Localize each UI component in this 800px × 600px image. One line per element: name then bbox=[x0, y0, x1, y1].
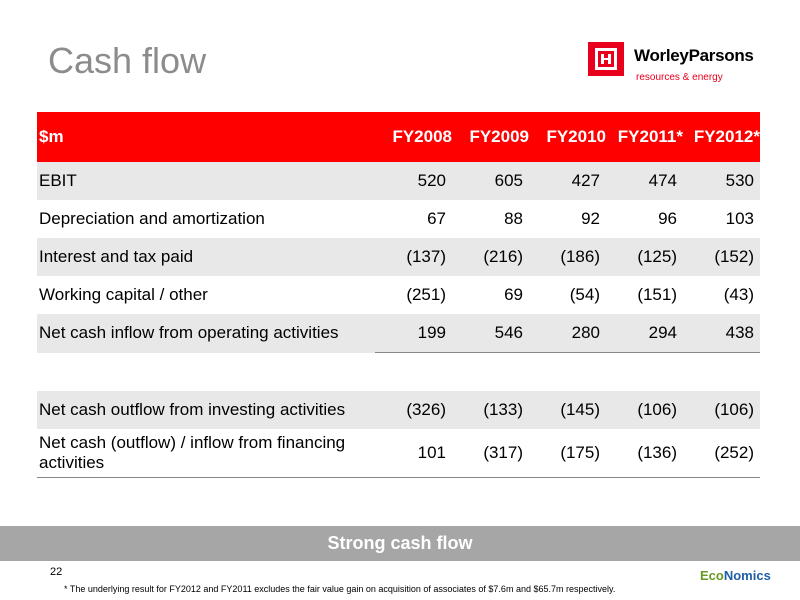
table-cell: 438 bbox=[683, 314, 760, 353]
table-cell: 92 bbox=[581, 209, 600, 228]
econ-brand-part1: Eco bbox=[700, 568, 724, 583]
page-number: 22 bbox=[50, 566, 63, 578]
table-cell: 520 bbox=[375, 162, 452, 200]
table-cell: 96 bbox=[658, 209, 677, 228]
column-header: FY2008 bbox=[392, 127, 452, 146]
table-cell: (152) bbox=[683, 238, 760, 276]
table-cell: (106) bbox=[683, 391, 760, 429]
table-row bbox=[37, 429, 760, 478]
table-row bbox=[37, 314, 760, 353]
logo-mark-icon bbox=[588, 42, 624, 76]
table-header-row bbox=[37, 112, 760, 162]
table-cell: 530 bbox=[683, 162, 760, 200]
table-cell: (106) bbox=[606, 391, 683, 429]
table-cell: (326) bbox=[375, 391, 452, 429]
logo-tagline: resources & energy bbox=[636, 72, 723, 83]
row-label: Working capital / other bbox=[39, 285, 208, 304]
table-row bbox=[37, 162, 760, 200]
table-cell: (43) bbox=[723, 285, 754, 304]
page-title: Cash flow bbox=[48, 40, 207, 81]
column-header: FY2012* bbox=[693, 127, 760, 146]
table-cell: (136) bbox=[606, 429, 683, 478]
table-cell: 101 bbox=[375, 429, 452, 478]
table-row bbox=[37, 276, 760, 314]
table-cell: 280 bbox=[529, 314, 606, 353]
table-cell: 605 bbox=[452, 162, 529, 200]
table-cell: 199 bbox=[375, 314, 452, 353]
table-cell: 427 bbox=[529, 162, 606, 200]
table-cell: (251) bbox=[406, 285, 446, 304]
row-label: EBIT bbox=[37, 162, 375, 200]
econ-brand-part2: Nomics bbox=[723, 568, 771, 583]
table-cell: 88 bbox=[504, 209, 523, 228]
row-label: Net cash outflow from investing activities bbox=[37, 391, 375, 429]
table-cell: (54) bbox=[569, 285, 600, 304]
table-cell: (125) bbox=[606, 238, 683, 276]
row-label: Net cash (outflow) / inflow from financing activities bbox=[37, 429, 375, 478]
column-header: FY2010 bbox=[546, 127, 606, 146]
spacer-cell bbox=[37, 353, 760, 392]
table-spacer-row bbox=[37, 353, 760, 392]
table-cell: (151) bbox=[637, 285, 677, 304]
cash-flow-table bbox=[37, 112, 760, 478]
table-cell: 67 bbox=[427, 209, 446, 228]
column-header: FY2011* bbox=[617, 127, 683, 146]
table-cell: (145) bbox=[529, 391, 606, 429]
row-label: Interest and tax paid bbox=[37, 238, 375, 276]
footnote: * The underlying result for FY2012 and FY2011 excludes the fair value gain on acquisition of associates of $7.6m and $65.7m respectively. bbox=[64, 584, 616, 594]
table-cell: (175) bbox=[529, 429, 606, 478]
summary-banner: Strong cash flow bbox=[0, 526, 800, 561]
table-cell: (133) bbox=[452, 391, 529, 429]
table-cell: (137) bbox=[375, 238, 452, 276]
table-cell: 474 bbox=[606, 162, 683, 200]
table-cell: (186) bbox=[529, 238, 606, 276]
column-header: $m bbox=[39, 127, 64, 146]
logo-name: WorleyParsons bbox=[634, 46, 754, 65]
table-cell: 69 bbox=[504, 285, 523, 304]
table-cell: 294 bbox=[606, 314, 683, 353]
row-label: Depreciation and amortization bbox=[39, 209, 265, 228]
econ-brand-logo bbox=[700, 568, 771, 583]
table-cell: 546 bbox=[452, 314, 529, 353]
table-cell: (216) bbox=[452, 238, 529, 276]
table-row bbox=[37, 238, 760, 276]
table-cell: (252) bbox=[683, 429, 760, 478]
table-row bbox=[37, 200, 760, 238]
row-label: Net cash inflow from operating activities bbox=[37, 314, 375, 353]
table-cell: (317) bbox=[452, 429, 529, 478]
column-header: FY2009 bbox=[469, 127, 529, 146]
table-cell: 103 bbox=[725, 209, 754, 228]
company-logo bbox=[588, 42, 788, 92]
table-row bbox=[37, 391, 760, 429]
